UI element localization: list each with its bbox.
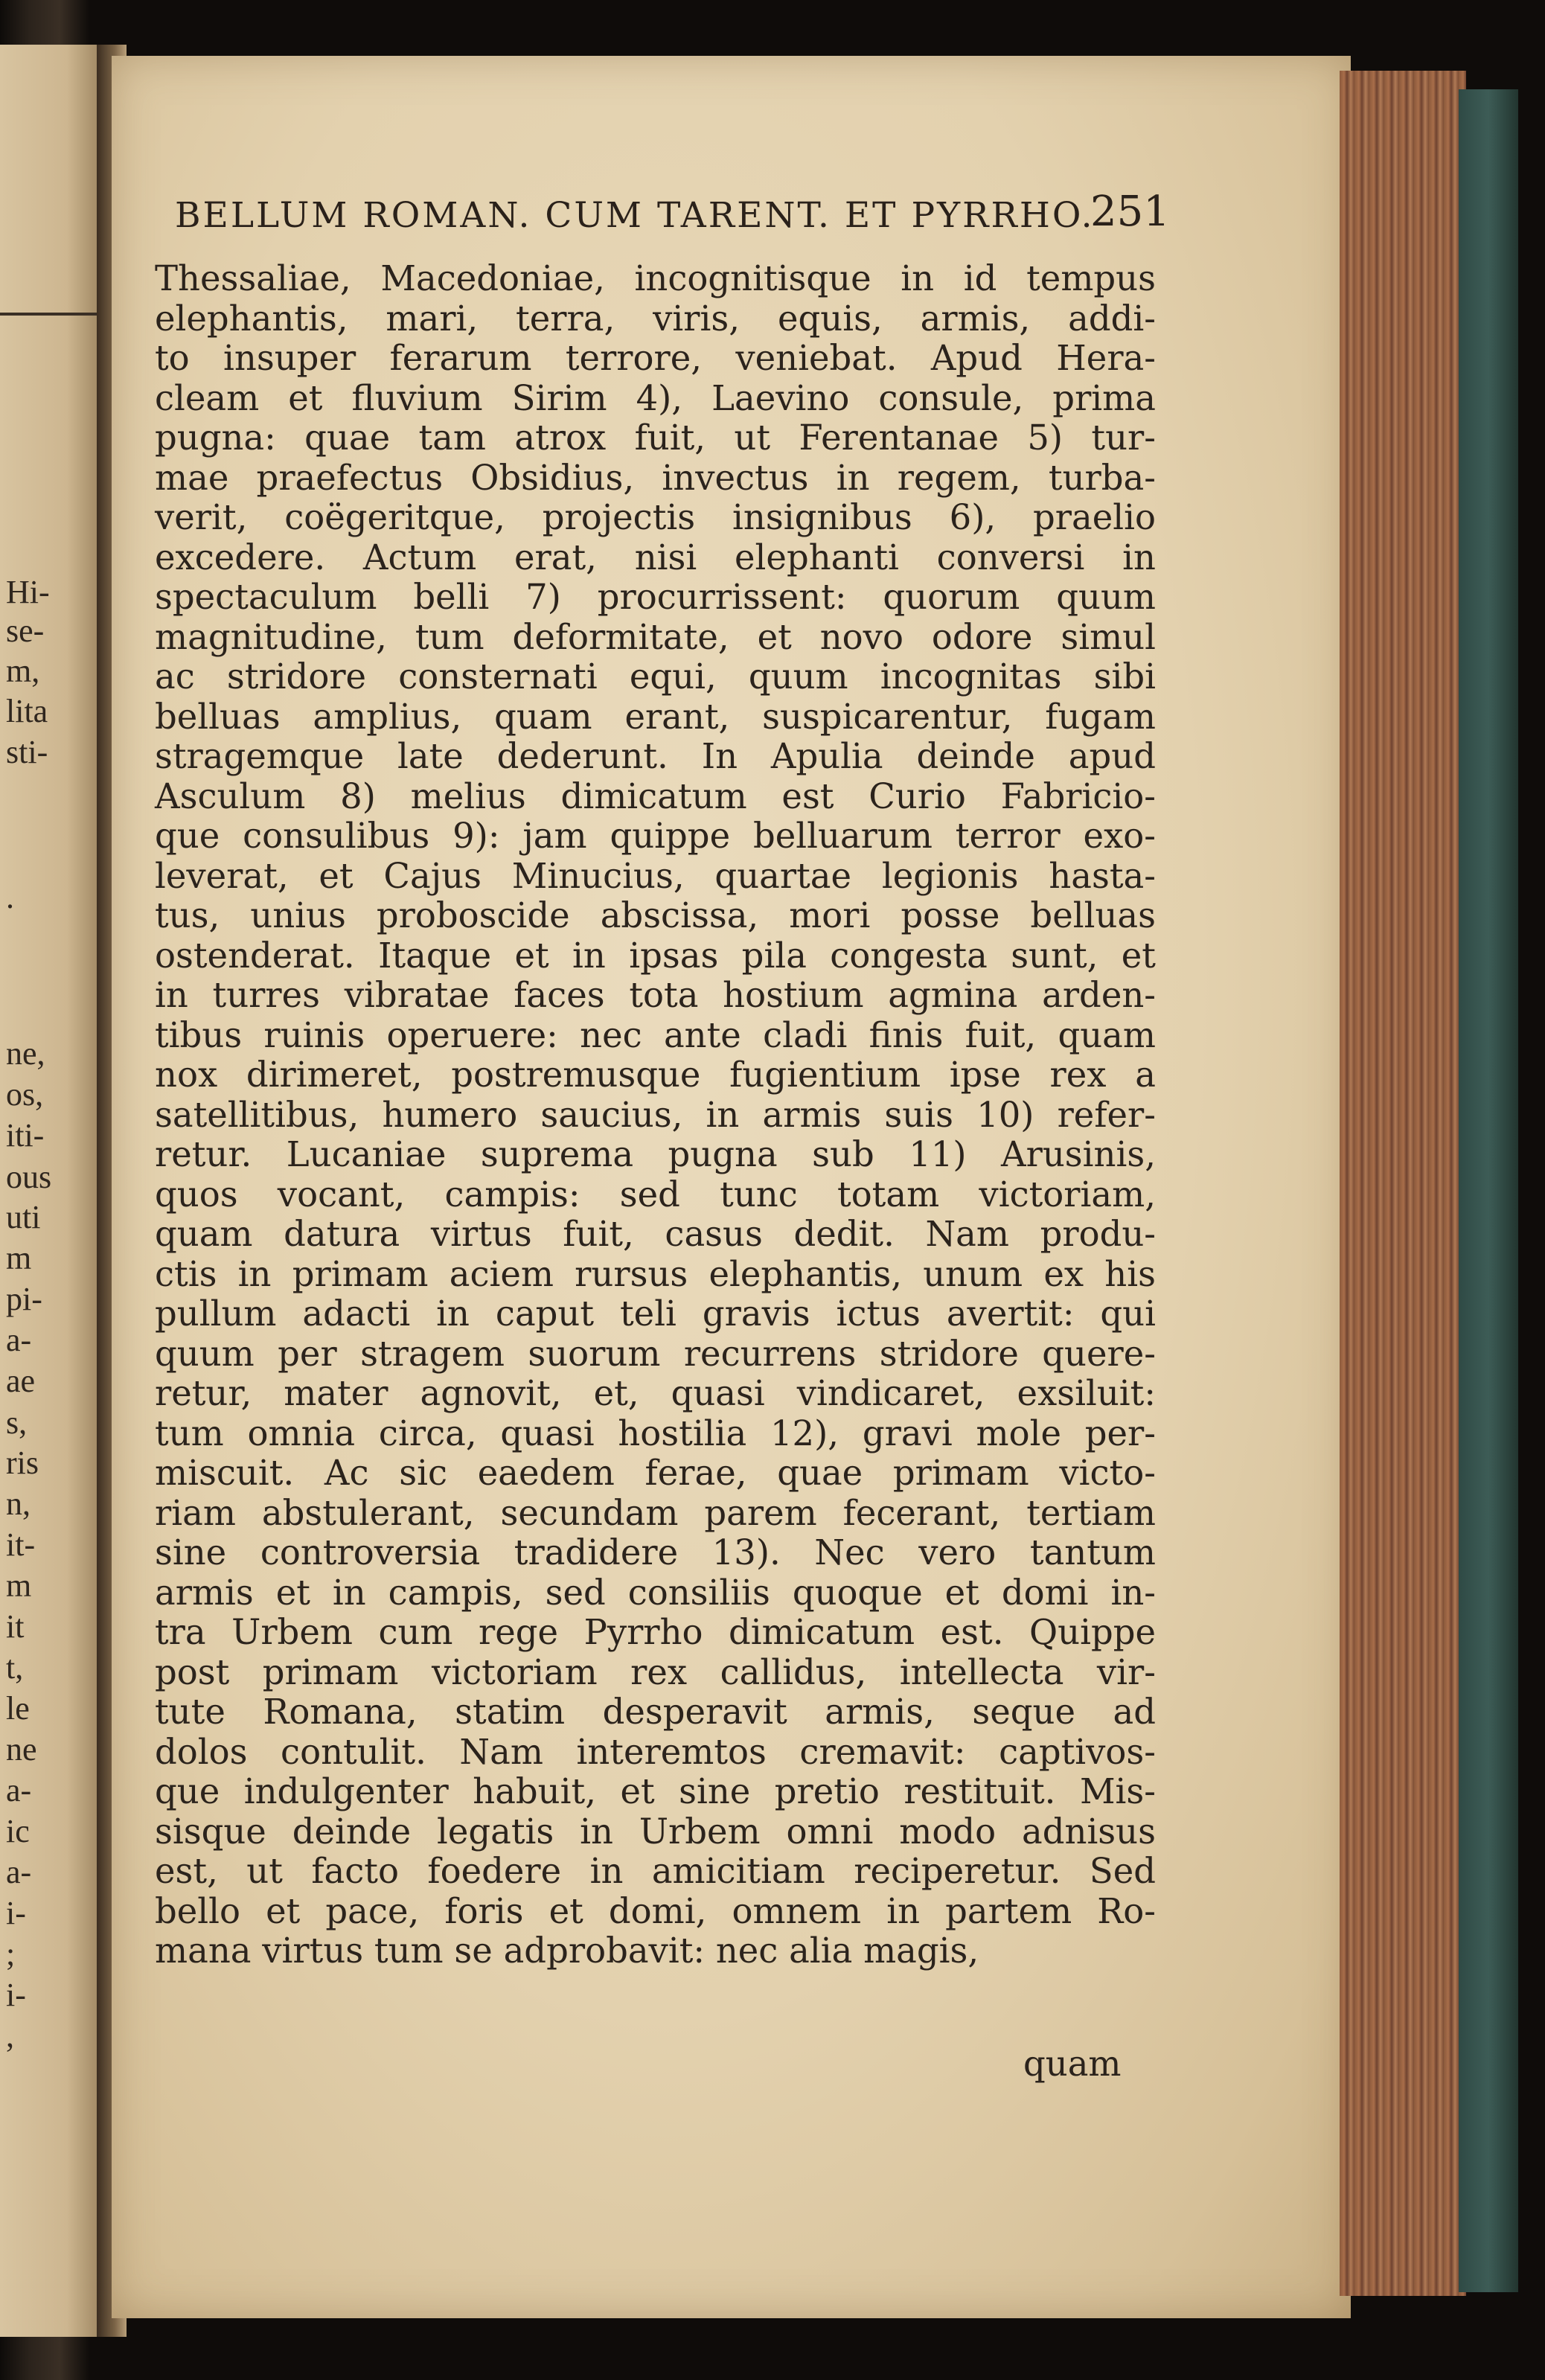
text-line: ostenderat. Itaque et in ipsas pila congesta sunt, et — [155, 935, 1156, 976]
facing-page-fragment: ic — [6, 1813, 30, 1849]
text-line: ac stridore consternati equi, quum incognitas sibi — [155, 656, 1156, 697]
text-line: post primam victoriam rex callidus, intellecta vir- — [155, 1651, 1156, 1692]
facing-page-fragment: , — [6, 2018, 14, 2054]
text-line: leverat, et Cajus Minucius, quartae legionis hasta- — [155, 855, 1156, 896]
body-text — [155, 259, 1156, 1971]
text-line: spectaculum belli 7) procurrissent: quorum quum — [155, 577, 1156, 617]
facing-page-fragment: m, — [6, 653, 40, 689]
text-line: tra Urbem cum rege Pyrrho dimicatum est. Quippe — [155, 1612, 1156, 1652]
text-line: retur. Lucaniae suprema pugna sub 11) Arusinis, — [155, 1134, 1156, 1174]
facing-page-fragment: s, — [6, 1404, 28, 1441]
text-line: tus, unius proboscide abscissa, mori posse belluas — [155, 895, 1156, 935]
text-line: quum per stragem suorum recurrens stridore quere- — [155, 1333, 1156, 1374]
facing-page-fragment: i- — [6, 1977, 26, 2013]
book-cover-edge — [1459, 89, 1518, 2292]
text-line: est, ut facto foedere in amicitiam reciperetur. Sed — [155, 1851, 1156, 1891]
text-line: nox dirimeret, postremusque fugientium ipse rex a — [155, 1055, 1156, 1095]
text-line: belluas amplius, quam erant, suspicarentur, fugam — [155, 696, 1156, 737]
text-line: pugna: quae tam atrox fuit, ut Ferentanae 5) tur- — [155, 418, 1156, 458]
text-line: sisque deinde legatis in Urbem omni modo adnisus — [155, 1811, 1156, 1852]
running-head-title: BELLUM ROMAN. CUM TARENT. ET PYRRHO. — [175, 195, 1095, 236]
facing-page-fragment: pi- — [6, 1281, 42, 1317]
text-line: quos vocant, campis: sed tunc totam victoriam, — [155, 1174, 1156, 1215]
facing-page-fragment: . — [6, 879, 14, 915]
text-line: Asculum 8) melius dimicatum est Curio Fabricio- — [155, 775, 1156, 816]
page-block-edges — [1340, 71, 1466, 2296]
text-line: verit, coëgeritque, projectis insignibus 6), praelio — [155, 497, 1156, 537]
facing-page-fragment: a- — [6, 1322, 32, 1358]
text-line: quam datura virtus fuit, casus dedit. Nam produ- — [155, 1214, 1156, 1254]
facing-page-fragment: m — [6, 1240, 32, 1276]
text-line: tute Romana, statim desperavit armis, seque ad — [155, 1692, 1156, 1732]
text-line: pullum adacti in caput teli gravis ictus avertit: qui — [155, 1293, 1156, 1334]
text-line: mana virtus tum se adprobavit: nec alia magis, — [155, 1930, 979, 1971]
facing-page-fragment: it — [6, 1608, 25, 1645]
facing-page-fragment: m — [6, 1567, 32, 1604]
facing-page-fragment: ne — [6, 1731, 37, 1768]
facing-page-text-fragments — [6, 45, 103, 2337]
text-line: magnitudine, tum deformitate, et novo odore simul — [155, 616, 1156, 657]
facing-page-fragment: t, — [6, 1649, 24, 1686]
text-line: elephantis, mari, terra, viris, equis, armis, addi- — [155, 298, 1156, 339]
facing-page-fragment: ris — [6, 1445, 39, 1481]
facing-page-fragment: sti- — [6, 734, 48, 770]
text-line: que consulibus 9): jam quippe belluarum terror exo- — [155, 816, 1156, 856]
text-line: tum omnia circa, quasi hostilia 12), gravi mole per- — [155, 1413, 1156, 1453]
catchword: quam — [1023, 2044, 1122, 2084]
facing-page-fragment: os, — [6, 1076, 44, 1113]
facing-page-fragment: ne, — [6, 1035, 45, 1072]
text-line: dolos contulit. Nam interemtos cremavit: captivos- — [155, 1731, 1156, 1772]
facing-page-fragment: a- — [6, 1854, 32, 1890]
text-line: stragemque late dederunt. In Apulia deinde apud — [155, 736, 1156, 776]
facing-page-rule — [0, 313, 112, 316]
facing-page-fragment: iti- — [6, 1117, 45, 1154]
text-line: cleam et fluvium Sirim 4), Laevino consule, prima — [155, 377, 1156, 418]
text-line: retur, mater agnovit, et, quasi vindicaret, exsiluit: — [155, 1373, 1156, 1413]
facing-page-fragment: lita — [6, 693, 48, 729]
facing-page-edge — [0, 45, 112, 2337]
text-line: mae praefectus Obsidius, invectus in regem, turba- — [155, 457, 1156, 498]
facing-page-fragment: a- — [6, 1772, 32, 1808]
text-line: que indulgenter habuit, et sine pretio restituit. Mis- — [155, 1771, 1156, 1811]
text-line: miscuit. Ac sic eaedem ferae, quae primam victo- — [155, 1453, 1156, 1493]
facing-page-fragment: le — [6, 1690, 30, 1727]
running-head — [175, 195, 1180, 236]
text-line: in turres vibratae faces tota hostium agmina arden- — [155, 975, 1156, 1015]
text-line: riam abstulerant, secundam parem fecerant, tertiam — [155, 1492, 1156, 1533]
text-line: Thessaliae, Macedoniae, incognitisque in id tempus — [155, 258, 1156, 298]
page-number: 251 — [1090, 188, 1170, 236]
text-line: armis et in campis, sed consiliis quoque et domi in- — [155, 1572, 1156, 1613]
facing-page-fragment: ous — [6, 1159, 52, 1195]
text-line: to insuper ferarum terrore, veniebat. Apud Hera- — [155, 338, 1156, 378]
facing-page-fragment: ; — [6, 1936, 16, 1972]
facing-page-fragment: uti — [6, 1199, 41, 1235]
facing-page-fragment: Hi- — [6, 574, 50, 610]
facing-page-fragment: i- — [6, 1895, 26, 1931]
text-line: ctis in primam aciem rursus elephantis, unum ex his — [155, 1253, 1156, 1294]
facing-page-fragment: it- — [6, 1526, 36, 1563]
text-line: bello et pace, foris et domi, omnem in partem Ro- — [155, 1890, 1156, 1931]
facing-page-fragment: se- — [6, 612, 45, 649]
text-line: excedere. Actum erat, nisi elephanti conversi in — [155, 537, 1156, 578]
facing-page-fragment: n, — [6, 1485, 31, 1522]
text-line: tibus ruinis operuere: nec ante cladi finis fuit, quam — [155, 1014, 1156, 1055]
text-line: sine controversia tradidere 13). Nec vero tantum — [155, 1532, 1156, 1573]
text-line: satellitibus, humero saucius, in armis suis 10) refer- — [155, 1094, 1156, 1135]
facing-page-fragment: ae — [6, 1363, 36, 1399]
